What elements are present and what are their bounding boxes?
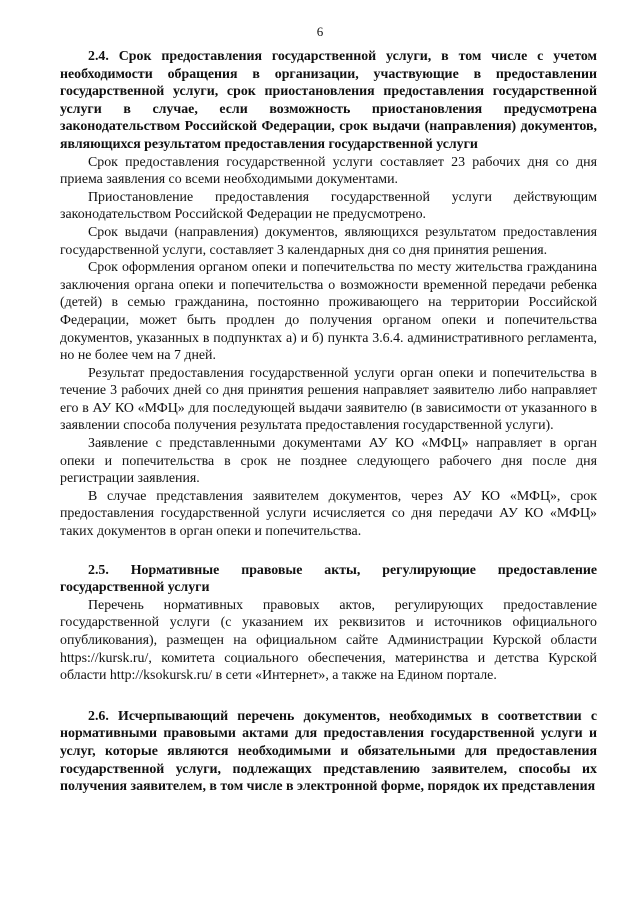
paragraph: Срок выдачи (направления) документов, являющихся результатом предоставления государственной услуги, составляет 3 календарных дня со дня принятия решения.	[60, 224, 597, 258]
section-spacer	[60, 541, 597, 562]
paragraph: Результат предоставления государственной услуги орган опеки и попечительства в течение 3 рабочих дней со дня принятия решения направляет заявителю либо направляет его в АУ КО «МФЦ» для последующей выдачи заявителю (в зависимости от указанного в заявлении способа получения результата предоставления государственной услуги).	[60, 365, 597, 434]
paragraph: В случае представления заявителем документов, через АУ КО «МФЦ», срок предоставления государственной услуги исчисляется со дня передачи АУ КО «МФЦ» таких документов в орган опеки и попечительства.	[60, 488, 597, 540]
section-spacer	[60, 685, 597, 708]
paragraph: Срок оформления органом опеки и попечительства по месту жительства гражданина заключения органа опеки и попечительства о возможности временной передачи ребенка (детей) в семью гражданина, постоянно проживающего на территории Российской Федерации, может быть продлен до получения органом опеки и попечительства документов, указанных в подпунктах а) и б) пункта 3.6.4. административного регламента, но не более чем на 7 дней.	[60, 260, 597, 364]
section-heading-2-6: 2.6. Исчерпывающий перечень документов, необходимых в соответствии с нормативными правовыми актами для предоставления государственной услуги и услуг, которые являются необходимыми и обязательными для предоставления государственной услуги, подлежащих представлению заявителем, способы их получения заявителем, в том числе в электронной форме, порядок их представления	[60, 708, 597, 795]
section-heading-2-4: 2.4. Срок предоставления государственной услуги, в том числе с учетом необходимости обращения в организации, участвующие в предоставлении государственной услуги, срок приостановления предоставления государственной услуги в случае, если возможность приостановления предусмотрена законодательством Российской Федерации, срок выдачи (направления) документов, являющихся результатом предоставления государственной услуги	[60, 49, 597, 152]
paragraph: Срок предоставления государственной услуги составляет 23 рабочих дня со дня приема заявления со всеми необходимыми документами.	[60, 154, 597, 188]
document-body	[60, 48, 597, 796]
section-heading-2-5: 2.5. Нормативные правовые акты, регулирующие предоставление государственной услуги	[60, 562, 597, 596]
paragraph: Приостановление предоставления государственной услуги действующим законодательством Российской Федерации не предусмотрено.	[60, 189, 597, 223]
paragraph: Заявление с представленными документами АУ КО «МФЦ» направляет в орган опеки и попечительства в срок не позднее следующего рабочего дня после дня регистрации заявления.	[60, 436, 597, 487]
paragraph: Перечень нормативных правовых актов, регулирующих предоставление государственной услуги (с указанием их реквизитов и источников официального опубликования), размещен на официальном сайте Администрации Курской области https://kursk.ru/, комитета социального обеспечения, материнства и детства Курской области http://ksokursk.ru/ в сети «Интернет», а также на Едином портале.	[60, 597, 597, 684]
page-number: 6	[316, 24, 324, 39]
